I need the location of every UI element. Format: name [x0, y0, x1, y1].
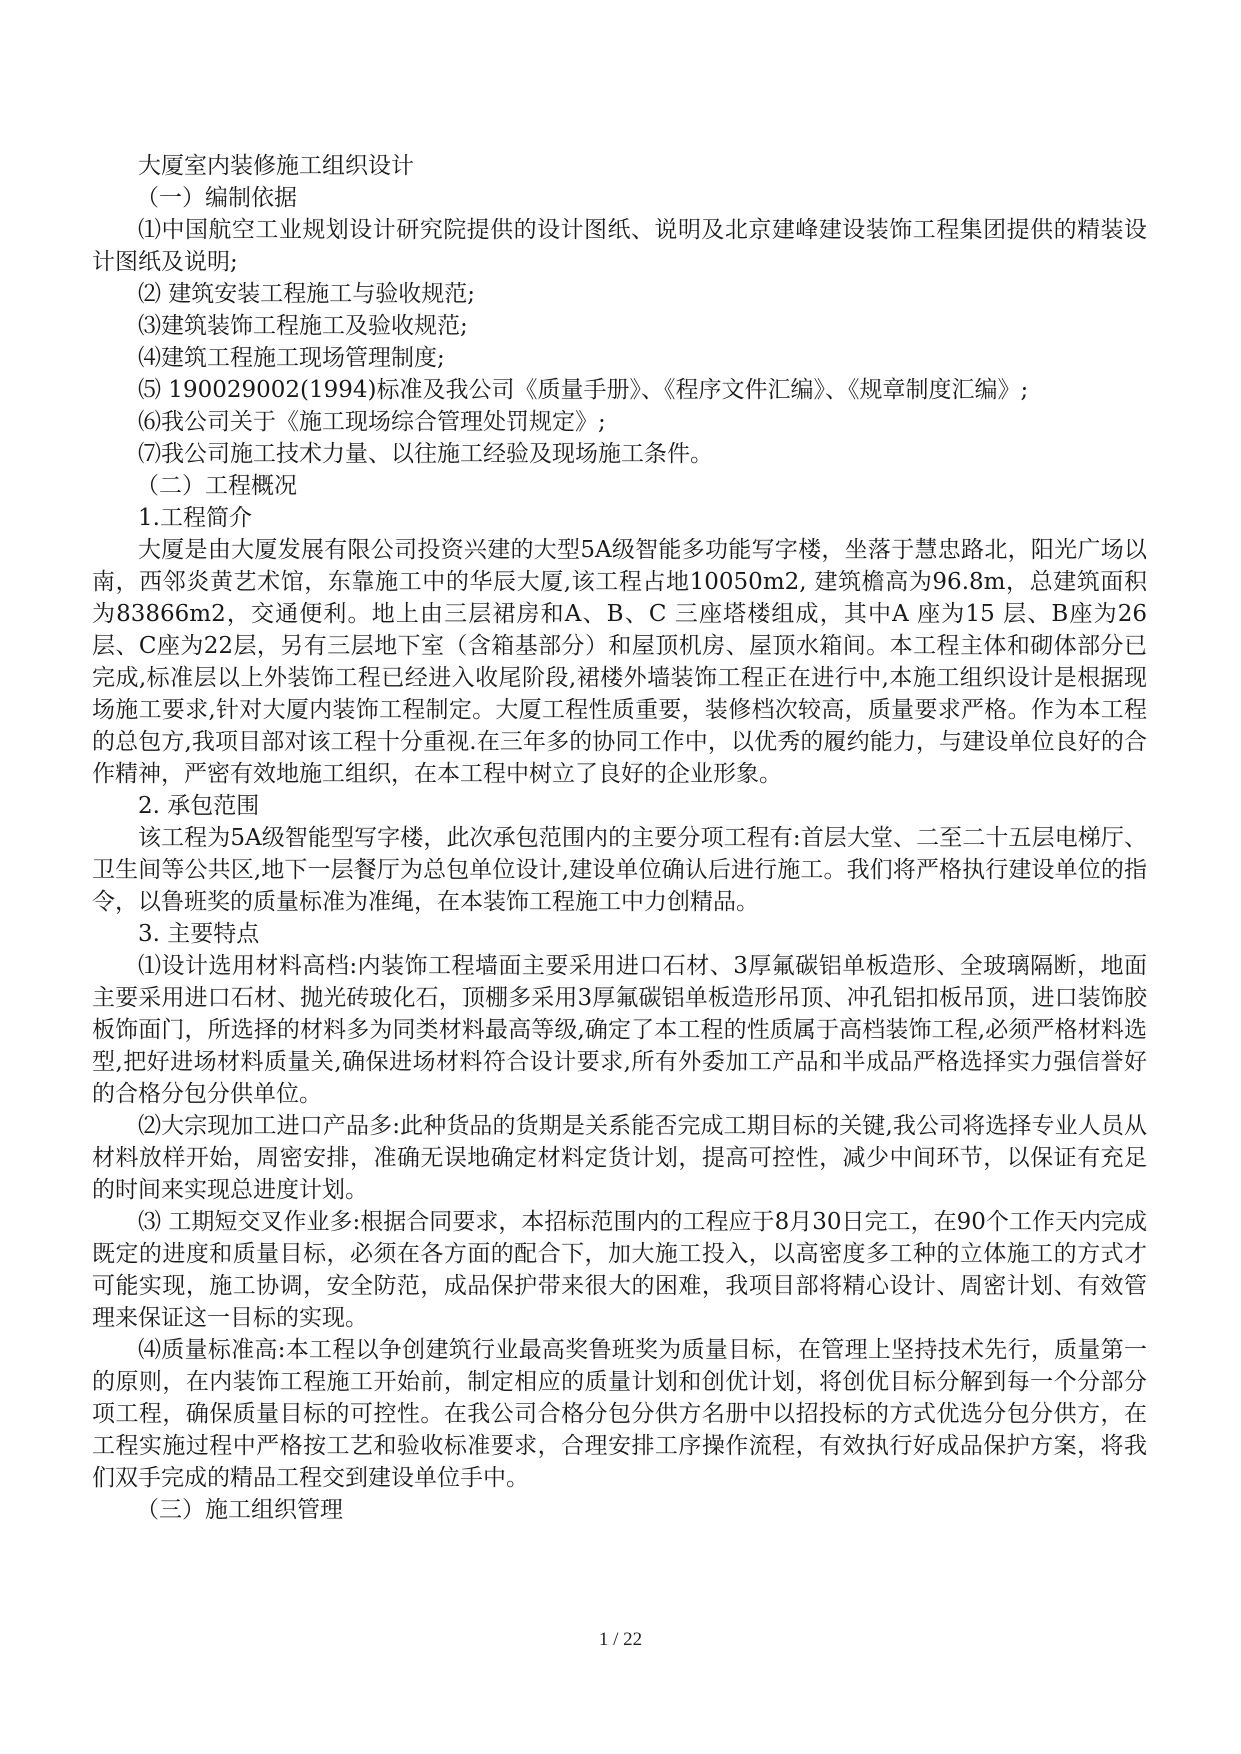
subsection-heading-intro: 1.工程简介 — [138, 505, 252, 531]
subsection-heading-features: 3. 主要特点 — [138, 921, 260, 947]
paragraph-scope: 该工程为5A级智能型写字楼，此次承包范围内的主要分项工程有:首层大堂、二至二十五层电梯厅、卫生间等公共区,地下一层餐厅为总包单位设计,建设单位确认后进行施工。我们将严格执行建设单位的指令，以鲁班奖的质量标准为准绳，在本装饰工程施工中力创精品。 — [92, 825, 1147, 915]
section-heading-basis: （一）编制依据 — [136, 185, 297, 211]
subsection-heading-scope: 2. 承包范围 — [138, 793, 260, 819]
document-title: 大厦室内装修施工组织设计 — [138, 153, 414, 179]
feature-paragraph: ⑷质量标准高:本工程以争创建筑行业最高奖鲁班奖为质量目标，在管理上坚持技术先行，质量第一的原则，在内装饰工程施工开始前，制定相应的质量计划和创优计划，将创优目标分解到每一个分部分项工程，确保质量目标的可控性。在我公司合格分包分供方名册中以招投标的方式优选分包分供方，在工程实施过程中严格按工艺和验收标准要求，合理安排工序操作流程，有效执行好成品保护方案，将我们双手完成的精品工程交到建设单位手中。 — [92, 1337, 1147, 1491]
paragraph-intro: 大厦是由大厦发展有限公司投资兴建的大型5A级智能多功能写字楼，坐落于慧忠路北，阳光广场以南，西邻炎黄艺术馆，东靠施工中的华辰大厦,该工程占地10050m2, 建筑檐高为96.8m，总建筑面积为83866m2，交通便利。地上由三层裙房和A、B、C 三座塔楼组成，其中A 座为15 层、B座为26层、C座为22层，另有三层地下室（含箱基部分）和屋顶机房、屋顶水箱间。本工程主体和砌体部分已完成,标准层以上外装饰工程已经进入收尾阶段,裙楼外墙装饰工程正在进行中,本施工组织设计是根据现场施工要求,针对大厦内装饰工程制定。大厦工程性质重要，装修档次较高，质量要求严格。作为本工程的总包方,我项目部对该工程十分重视.在三年多的协同工作中，以优秀的履约能力，与建设单位良好的合作精神，严密有效地施工组织，在本工程中树立了良好的企业形象。 — [92, 537, 1147, 787]
basis-item: ⑵ 建筑安装工程施工与验收规范; — [138, 281, 476, 307]
page-number: 1 / 22 — [598, 1629, 643, 1650]
basis-item: ⑴中国航空工业规划设计研究院提供的设计图纸、说明及北京建峰建设装饰工程集团提供的精装设计图纸及说明; — [92, 217, 1147, 275]
basis-item: ⑸ 190029002(1994)标准及我公司《质量手册》、《程序文件汇编》、《规章制度汇编》; — [138, 377, 1029, 403]
basis-item: ⑺我公司施工技术力量、以往施工经验及现场施工条件。 — [138, 441, 713, 467]
basis-item: ⑹我公司关于《施工现场综合管理处罚规定》; — [138, 409, 606, 435]
basis-item: ⑷建筑工程施工现场管理制度; — [138, 345, 445, 371]
feature-paragraph: ⑵大宗现加工进口产品多:此种货品的货期是关系能否完成工期目标的关键,我公司将选择专业人员从材料放样开始，周密安排，准确无误地确定材料定货计划，提高可控性，减少中间环节，以保证有充足的时间来实现总进度计划。 — [92, 1113, 1147, 1203]
feature-paragraph: ⑶ 工期短交叉作业多:根据合同要求，本招标范围内的工程应于8月30日完工，在90个工作天内完成既定的进度和质量目标，必须在各方面的配合下，加大施工投入，以高密度多工种的立体施工的方式才可能实现，施工协调，安全防范，成品保护带来很大的困难，我项目部将精心设计、周密计划、有效管理来保证这一目标的实现。 — [92, 1209, 1147, 1331]
section-heading-management: （三）施工组织管理 — [136, 1497, 343, 1523]
basis-item: ⑶建筑装饰工程施工及验收规范; — [138, 313, 468, 339]
feature-paragraph: ⑴设计选用材料高档:内装饰工程墙面主要采用进口石材、3厚氟碳铝单板造形、全玻璃隔断，地面主要采用进口石材、抛光砖玻化石，顶棚多采用3厚氟碳铝单板造形吊顶、冲孔铝扣板吊顶，进口装饰胶板饰面门，所选择的材料多为同类材料最高等级,确定了本工程的性质属于高档装饰工程,必须严格材料选型,把好进场材料质量关,确保进场材料符合设计要求,所有外委加工产品和半成品严格选择实力强信誉好的合格分包分供单位。 — [92, 953, 1147, 1107]
section-heading-overview: （二）工程概况 — [136, 473, 297, 499]
document-body — [92, 150, 1147, 1526]
